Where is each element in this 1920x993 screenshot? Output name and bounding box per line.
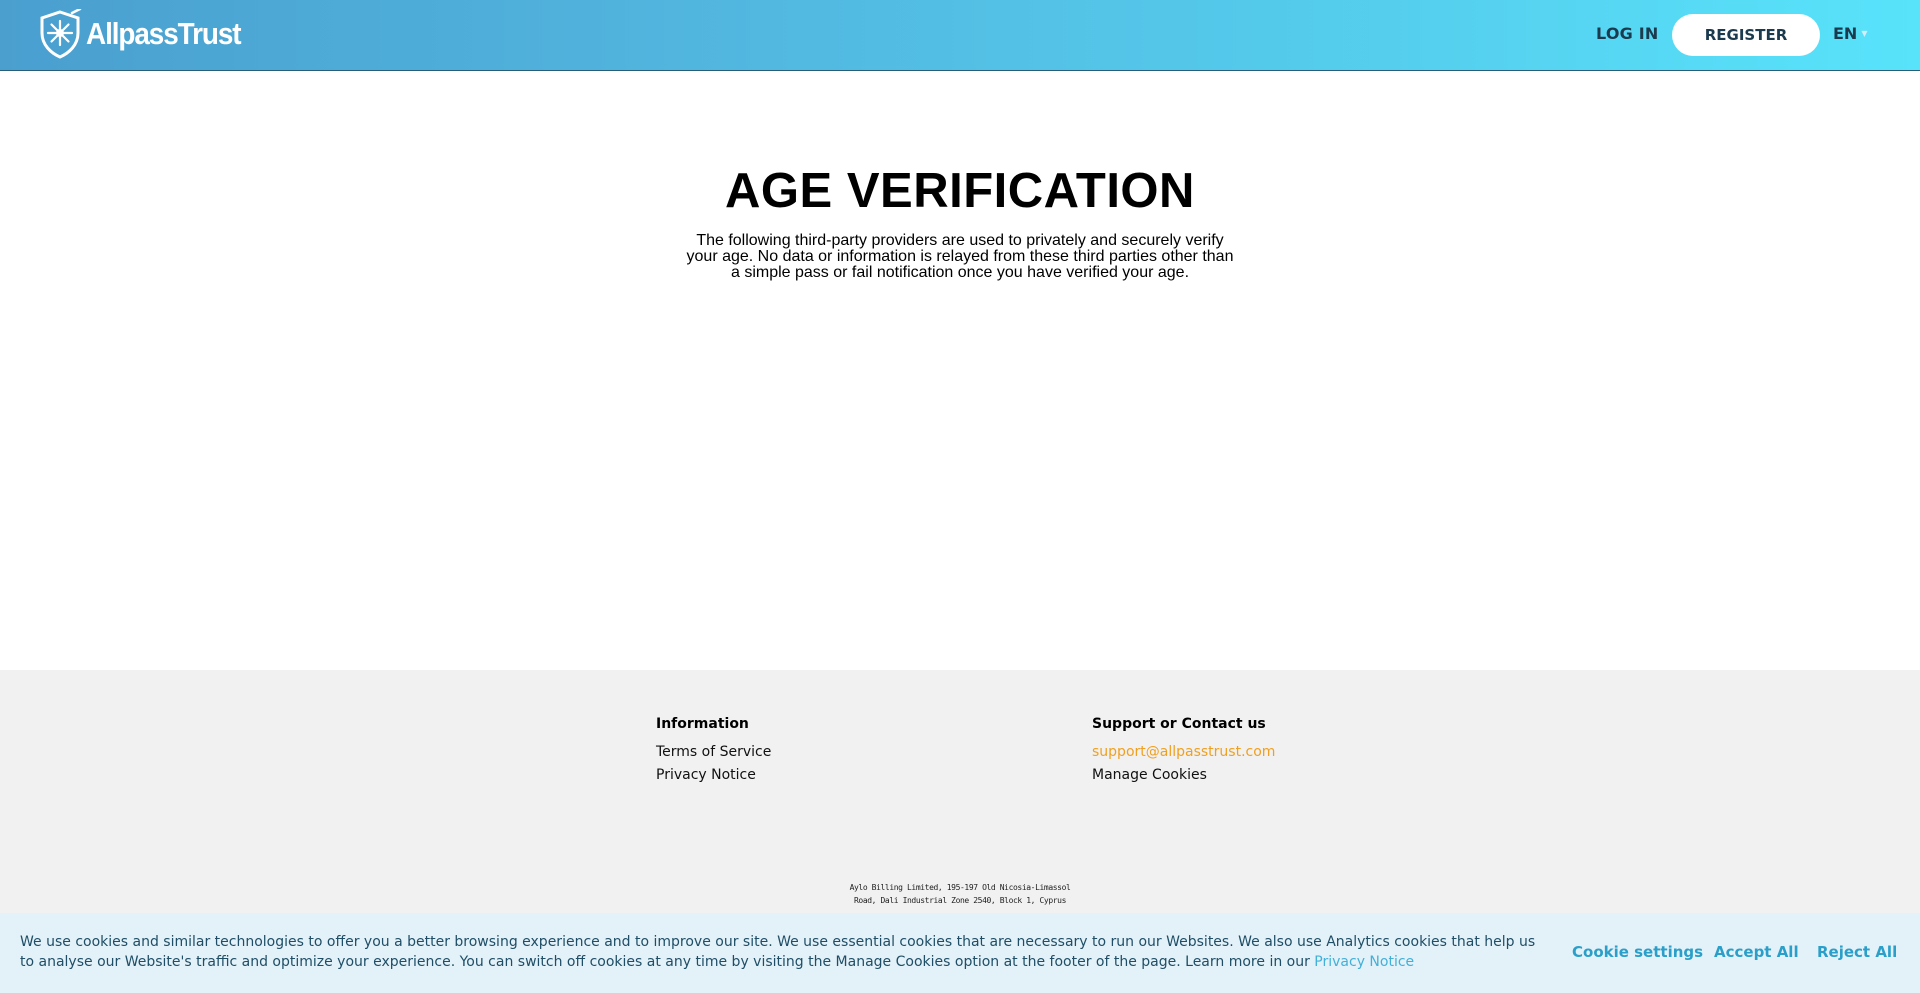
- login-link[interactable]: LOG IN: [1596, 24, 1659, 43]
- footer-support-heading: Support or Contact us: [1092, 716, 1266, 732]
- accept-all-button[interactable]: Accept All: [1714, 943, 1799, 961]
- reject-all-button[interactable]: Reject All: [1817, 943, 1898, 961]
- cookie-privacy-notice-link[interactable]: Privacy Notice: [1314, 954, 1415, 970]
- cookie-consent-text: [20, 932, 1540, 972]
- company-address: [0, 881, 1920, 907]
- page-title: AGE VERIFICATION: [725, 164, 1195, 218]
- language-selector[interactable]: [1833, 24, 1867, 43]
- logo-text: AllpassTrust: [86, 16, 241, 51]
- cookie-consent-bar: [0, 913, 1920, 993]
- shield-logo-icon: [38, 9, 82, 59]
- address-line-2: Road, Dali Industrial Zone 2540, Block 1, Cyprus: [854, 896, 1066, 905]
- footer-information-heading: Information: [656, 716, 749, 732]
- terms-of-service-link[interactable]: Terms of Service: [656, 744, 772, 760]
- support-email-link[interactable]: support@allpasstrust.com: [1092, 744, 1276, 760]
- address-line-1: Aylo Billing Limited, 195-197 Old Nicosia-Limassol: [849, 883, 1071, 892]
- cookie-settings-button[interactable]: Cookie settings: [1572, 943, 1704, 961]
- allpasstrust-logo[interactable]: [38, 9, 258, 59]
- manage-cookies-link[interactable]: Manage Cookies: [1092, 767, 1207, 783]
- caret-down-icon: ▼: [1861, 29, 1868, 38]
- site-header: [0, 0, 1920, 71]
- footer-information-column: [656, 716, 771, 790]
- language-label: EN: [1833, 24, 1858, 43]
- footer-support-column: [1092, 716, 1275, 790]
- privacy-notice-link[interactable]: Privacy Notice: [656, 767, 756, 783]
- cookie-message: We use cookies and similar technologies to offer you a better browsing experience and to improve our site. We use essential cookies that are necessary to run our Websites. We also use Analytics cookies that help us to analyse our Website's traffic and optimize your experience. You can switch off cookies at any time by visiting the Manage Cookies option at the footer of the page. Learn more in our: [20, 934, 1536, 970]
- age-verification-description: The following third-party providers are used to privately and securely verify your age. No data or information is relayed from these third parties other than a simple pass or fail notification once you have verified your age.: [686, 232, 1234, 281]
- register-button[interactable]: REGISTER: [1672, 14, 1820, 56]
